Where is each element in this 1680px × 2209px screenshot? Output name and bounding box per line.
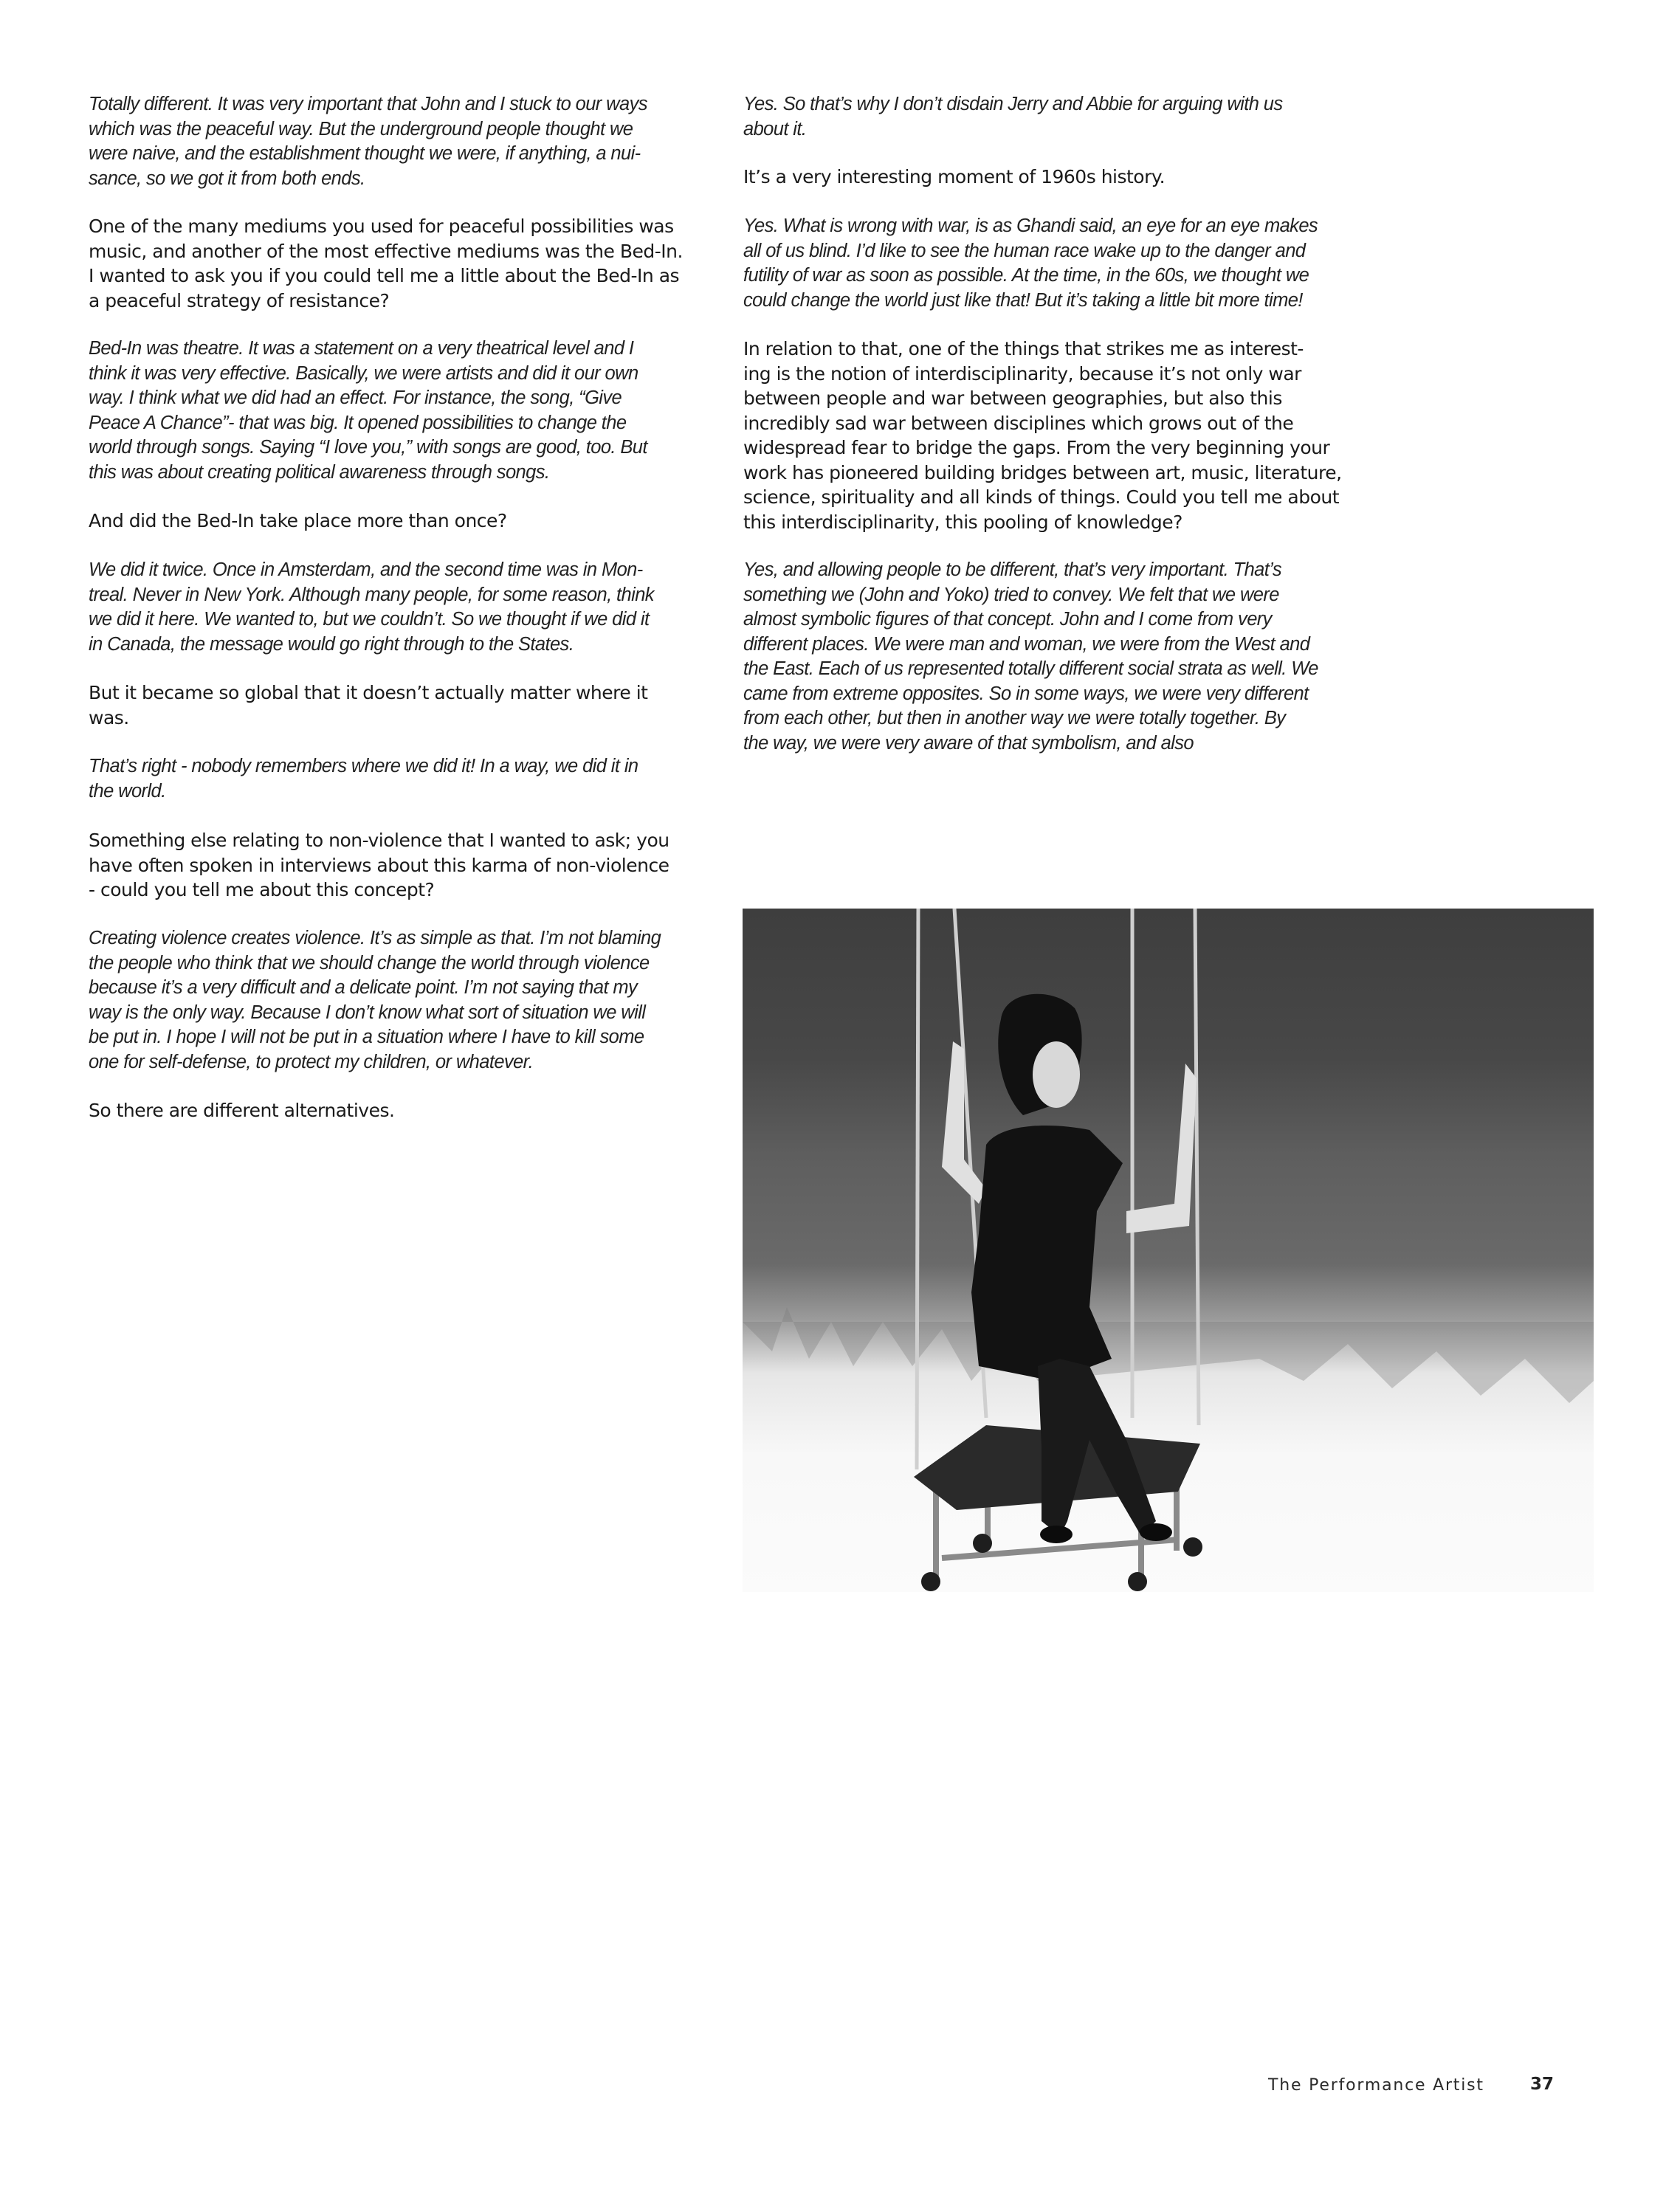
text-line: One of the many mediums you used for peaceful possibilities was bbox=[89, 216, 674, 237]
text-line: different places. We were man and woman, we were from the West and bbox=[743, 633, 1310, 655]
answer-paragraph bbox=[89, 558, 654, 657]
text-line: widespread fear to bridge the gaps. From the very beginning your bbox=[743, 437, 1330, 458]
text-line: between people and war between geographies, but also this bbox=[743, 387, 1282, 409]
text-line: in Canada, the message would go right through to the States. bbox=[89, 633, 574, 655]
question-paragraph bbox=[89, 680, 647, 730]
text-line: this interdisciplinarity, this pooling of knowledge? bbox=[743, 511, 1182, 533]
text-line: have often spoken in interviews about this karma of non-violence bbox=[89, 854, 669, 876]
text-line: music, and another of the most effective mediums was the Bed-In. bbox=[89, 240, 683, 262]
text-line: the East. Each of us represented totally different social strata as well. We bbox=[743, 658, 1318, 679]
text-line: science, spirituality and all kinds of things. Could you tell me about bbox=[743, 486, 1340, 508]
text-line: Totally different. It was very important that John and I stuck to our ways bbox=[89, 94, 647, 114]
text-line: way is the only way. Because I don’t know what sort of situation we will bbox=[89, 1002, 646, 1023]
text-line: - could you tell me about this concept? bbox=[89, 879, 435, 900]
running-title: The Performance Artist bbox=[1268, 2076, 1484, 2095]
text-line: the world. bbox=[89, 780, 166, 802]
text-line: was. bbox=[89, 706, 129, 728]
text-line: I wanted to ask you if you could tell me a little about the Bed-In as bbox=[89, 265, 680, 286]
text-line: something we (John and Yoko) tried to convey. We felt that we were bbox=[743, 584, 1279, 605]
text-line: Bed-In was theatre. It was a statement on a very theatrical level and I bbox=[89, 338, 634, 359]
question-paragraph bbox=[89, 1098, 394, 1123]
text-line: were naive, and the establishment thought we were, if anything, a nui- bbox=[89, 143, 641, 164]
text-line: could change the world just like that! But it’s taking a little bit more time! bbox=[743, 289, 1303, 311]
text-line: Creating violence creates violence. It’s as simple as that. I’m not blaming bbox=[89, 928, 661, 948]
text-line: because it’s a very difficult and a delicate point. I’m not saying that my bbox=[89, 977, 638, 998]
text-line: from each other, but then in another way we were totally together. By bbox=[743, 708, 1286, 728]
answer-paragraph bbox=[89, 337, 647, 485]
text-line: And did the Bed-In take place more than once? bbox=[89, 510, 507, 531]
woman-on-swing-photo bbox=[743, 909, 1594, 1592]
text-line: Something else relating to non-violence that I wanted to ask; you bbox=[89, 830, 669, 851]
answer-paragraph bbox=[743, 214, 1318, 313]
text-line: a peaceful strategy of resistance? bbox=[89, 289, 390, 311]
text-line: We did it twice. Once in Amsterdam, and the second time was in Mon- bbox=[89, 559, 643, 580]
question-paragraph bbox=[743, 337, 1342, 534]
answer-paragraph bbox=[743, 558, 1318, 756]
text-line: But it became so global that it doesn’t actually matter where it bbox=[89, 682, 648, 703]
text-line: think it was very effective. Basically, we were artists and did it our own bbox=[89, 362, 638, 384]
text-line: incredibly sad war between disciplines which grows out of the bbox=[743, 412, 1294, 434]
text-line: That’s right - nobody remembers where we did it! In a way, we did it in bbox=[89, 756, 638, 776]
text-line: the way, we were very aware of that symbolism, and also bbox=[743, 732, 1194, 754]
text-line: So there are different alternatives. bbox=[89, 1100, 395, 1121]
answer-paragraph bbox=[89, 92, 647, 191]
text-line: Peace A Chance”- that was big. It opened possibilities to change the bbox=[89, 412, 627, 433]
text-line: we did it here. We wanted to, but we couldn’t. So we thought if we did it bbox=[89, 609, 650, 630]
page-number: 37 bbox=[1530, 2075, 1555, 2094]
text-line: treal. Never in New York. Although many people, for some reason, think bbox=[89, 584, 654, 605]
question-paragraph bbox=[89, 509, 507, 534]
answer-paragraph bbox=[89, 926, 661, 1075]
text-line: work has pioneered building bridges between art, music, literature, bbox=[743, 461, 1342, 483]
text-line: this was about creating political awareness through songs. bbox=[89, 461, 550, 483]
text-line: way. I think what we did had an effect. For instance, the song, “Give bbox=[89, 387, 622, 408]
text-line: all of us blind. I’d like to see the human race wake up to the danger and bbox=[743, 240, 1306, 261]
text-line: Yes. What is wrong with war, is as Ghandi said, an eye for an eye makes bbox=[743, 216, 1318, 236]
text-line: sance, so we got it from both ends. bbox=[89, 168, 365, 189]
text-line: Yes, and allowing people to be different, that’s very important. That’s bbox=[743, 559, 1281, 580]
text-line: almost symbolic figures of that concept. John and I come from very bbox=[743, 609, 1272, 630]
text-line: which was the peaceful way. But the underground people thought we bbox=[89, 118, 633, 139]
text-line: In relation to that, one of the things that strikes me as interest- bbox=[743, 338, 1304, 359]
text-line: be put in. I hope I will not be put in a situation where I have to kill some bbox=[89, 1027, 644, 1047]
text-line: ing is the notion of interdisciplinarity, because it’s not only war bbox=[743, 362, 1301, 385]
text-line: world through songs. Saying “I love you,” with songs are good, too. But bbox=[89, 437, 647, 458]
question-paragraph bbox=[89, 214, 683, 313]
text-line: about it. bbox=[743, 118, 807, 139]
question-paragraph bbox=[89, 828, 669, 903]
answer-paragraph bbox=[743, 92, 1283, 142]
question-paragraph bbox=[743, 165, 1165, 190]
text-line: one for self-defense, to protect my children, or whatever. bbox=[89, 1051, 534, 1072]
text-line: the people who think that we should change the world through violence bbox=[89, 952, 650, 973]
text-line: came from extreme opposites. So in some ways, we were very different bbox=[743, 683, 1309, 704]
photo-illustration bbox=[743, 909, 1594, 1592]
text-line: Yes. So that’s why I don’t disdain Jerry and Abbie for arguing with us bbox=[743, 94, 1283, 114]
text-line: It’s a very interesting moment of 1960s history. bbox=[743, 166, 1166, 187]
answer-paragraph bbox=[89, 754, 638, 804]
text-line: futility of war as soon as possible. At the time, in the 60s, we thought we bbox=[743, 265, 1309, 286]
